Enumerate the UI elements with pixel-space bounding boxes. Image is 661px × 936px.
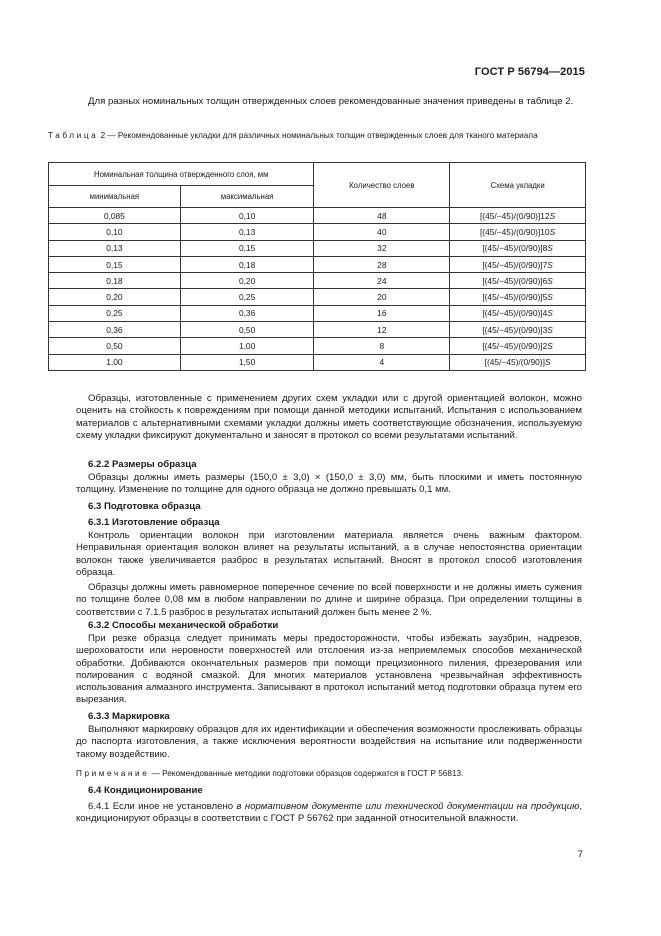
cell-min: 0,25 [49, 305, 181, 321]
section-6-3-3-text: Выполняют маркировку образцов для их идентификации и обеспечения возможности прослеживать образцы до паспорта изготовления, а также исключения вероятности воздействия на испытание или подверженности такому воздействию. [76, 724, 582, 760]
cell-count: 8 [314, 338, 450, 354]
note-text: — Рекомендованные методики подготовки образцов содержатся в ГОСТ Р 56813. [149, 769, 464, 778]
table-row [49, 322, 586, 338]
cell-min: 0,20 [49, 289, 181, 305]
table-caption-text: 2 — Рекомендованные укладки для различных номинальных толщин отвержденных слоев для тканого материала [98, 131, 538, 140]
section-6-2-2-text: Образцы должны иметь размеры (150,0 ± 3,0) × (150,0 ± 3,0) мм, быть плоскими и иметь постоянную толщину. Изменение по толщине для одного образца не должно превышать 0,1 мм. [76, 472, 582, 496]
section-6-3-1-title: 6.3.1 Изготовление образца [88, 517, 220, 528]
cell-max: 0,36 [180, 305, 314, 321]
table-row [49, 224, 586, 240]
cell-scheme [450, 273, 586, 289]
section-6-3-1-para2: Образцы должны иметь равномерное поперечное сечение по всей поверхности и не должны иметь сужения по толщине более 0,08 мм в любом направлении по длине и ширине образца. При определении толщины в соответствии с 7.1.5 разброс в результатах испытаний должен быть менее 2 %. [76, 582, 582, 618]
table-caption-label: Таблица [48, 131, 99, 140]
cell-count: 16 [314, 305, 450, 321]
header-layer-count: Количество слоев [314, 163, 450, 208]
note [76, 769, 463, 778]
cell-max: 0,25 [180, 289, 314, 305]
cell-max: 0,13 [180, 224, 314, 240]
scheme-formula: [(45/−45)/(0/90)]3 [482, 324, 548, 335]
table-row [49, 273, 586, 289]
cell-max: 0,50 [180, 322, 314, 338]
scheme-symmetry: S [547, 259, 553, 270]
table-row [49, 338, 586, 354]
cell-count: 40 [314, 224, 450, 240]
table-row [49, 240, 586, 256]
cell-min: 0,36 [49, 322, 181, 338]
scheme-symmetry: S [547, 341, 553, 352]
table-row [49, 208, 586, 224]
cell-min: 0,18 [49, 273, 181, 289]
scheme-formula: [(45/−45)/(0/90)]6 [482, 275, 548, 286]
table-row [49, 289, 586, 305]
cell-min: 0,15 [49, 256, 181, 272]
cell-scheme [450, 289, 586, 305]
cell-count: 28 [314, 256, 450, 272]
cell-max: 0,10 [180, 208, 314, 224]
cell-scheme [450, 256, 586, 272]
cell-max: 1,50 [180, 354, 314, 370]
section-6-4-1-text [76, 801, 582, 826]
cell-scheme [450, 338, 586, 354]
scheme-formula: [(45/−45)/(0/90)]2 [482, 341, 548, 352]
cell-count: 20 [314, 289, 450, 305]
header-layup-scheme: Схема укладки [450, 163, 586, 208]
standard-header: ГОСТ Р 56794—2015 [474, 66, 585, 78]
cell-max: 0,15 [180, 240, 314, 256]
scheme-formula: [(45/−45)/(0/90)]8 [482, 243, 548, 254]
header-thickness-group: Номинальная толщина отвержденного слоя, мм [49, 163, 314, 186]
scheme-formula: [(45/−45)/(0/90)]7 [482, 259, 548, 270]
scheme-symmetry: S [549, 226, 556, 237]
table-row [49, 256, 586, 272]
section-6-3-3-title: 6.3.3 Маркировка [88, 711, 170, 722]
scheme-symmetry: S [547, 275, 553, 286]
table-row [49, 354, 586, 370]
cell-count: 4 [314, 354, 450, 370]
cell-count: 24 [314, 273, 450, 289]
cell-min: 1,00 [49, 354, 181, 370]
section-6-3-1-para1: Контроль ориентации волокон при изготовлении материала является очень важным фактором. Неправильная ориентация волокон влияет на результаты испытаний, а в случае непостоянства ориентации волокон также увеличивается разброс в результатах испытаний. Вносят в протокол способ изготовления образца. [76, 530, 582, 578]
scheme-symmetry: S [544, 357, 551, 368]
section-6-4-1-part-b: в нормативном документе или технической документации на продукцию [236, 801, 580, 812]
scheme-formula: [(45/−45)/(0/90)]12 [479, 210, 550, 221]
section-6-4-1-part-c: , кондиционируют образцы в соответствии с ГОСТ Р 56762 при заданной относительной влажности. [76, 801, 583, 825]
scheme-symmetry: S [547, 308, 553, 319]
section-6-2-2-title: 6.2.2 Размеры образца [88, 459, 197, 470]
section-6-3-title: 6.3 Подготовка образца [88, 501, 201, 512]
scheme-symmetry: S [547, 324, 553, 335]
scheme-symmetry: S [547, 292, 553, 303]
section-6-4-1-part-a: 6.4.1 Если иное не установлено [88, 801, 237, 812]
section-6-3-2-title: 6.3.2 Способы механической обработки [88, 620, 279, 631]
scheme-formula: [(45/−45)/(0/90)]5 [482, 292, 548, 303]
cell-count: 12 [314, 322, 450, 338]
paragraph-other-layups: Образцы, изготовленные с применением других схем укладки или с другой ориентацией волокон, можно оценить на стойкость к повреждениям при помощи данной методики испытаний. Испытания с использованием материалов с альтернативными схемами укладки должны иметь соответствующие обозначения, используемую схему укладки фиксируют документально и заносят в протокол со всеми результатами испытаний. [76, 393, 582, 441]
cell-scheme [450, 354, 586, 370]
scheme-formula: [(45/−45)/(0/90)]10 [479, 226, 550, 237]
cell-min: 0,13 [49, 240, 181, 256]
cell-scheme [450, 322, 586, 338]
cell-min: 0,10 [49, 224, 181, 240]
note-label: Примечание [76, 769, 150, 778]
cell-count: 32 [314, 240, 450, 256]
header-min: минимальная [49, 186, 181, 208]
section-6-4-title: 6.4 Кондиционирование [88, 785, 203, 796]
table-row [49, 305, 586, 321]
cell-count: 48 [314, 208, 450, 224]
layup-table [48, 162, 586, 371]
scheme-symmetry: S [547, 243, 553, 254]
cell-scheme [450, 305, 586, 321]
header-max: максимальная [180, 186, 314, 208]
table-caption [48, 130, 588, 142]
cell-max: 0,18 [180, 256, 314, 272]
scheme-symmetry: S [549, 210, 556, 221]
cell-scheme [450, 224, 586, 240]
scheme-formula: [(45/−45)/(0/90)]4 [482, 308, 548, 319]
page-number: 7 [577, 849, 583, 860]
scheme-formula: [(45/−45)/(0/90)] [484, 357, 545, 368]
cell-max: 0,20 [180, 273, 314, 289]
intro-paragraph: Для разных номинальных толщин отвержденных слоев рекомендованные значения приведены в таблице 2. [88, 96, 574, 107]
cell-min: 0,50 [49, 338, 181, 354]
section-6-3-2-text: При резке образца следует принимать меры предосторожности, чтобы избежать заузбрин, надрезов, шероховатости или неровности поверхностей или отслоения из-за неприемлемых способов механической обработки. Добиваются окончательных размеров при помощи прецизионного пиления, фрезерования или полирования с водяной смазкой. Для многих материалов установлена чрезвычайная эффективность использования алмазного инструмента. Записывают в протокол испытаний метод подготовки образца путем его вырезания. [76, 633, 582, 706]
cell-min: 0,085 [49, 208, 181, 224]
cell-max: 1,00 [180, 338, 314, 354]
cell-scheme [450, 208, 586, 224]
cell-scheme [450, 240, 586, 256]
